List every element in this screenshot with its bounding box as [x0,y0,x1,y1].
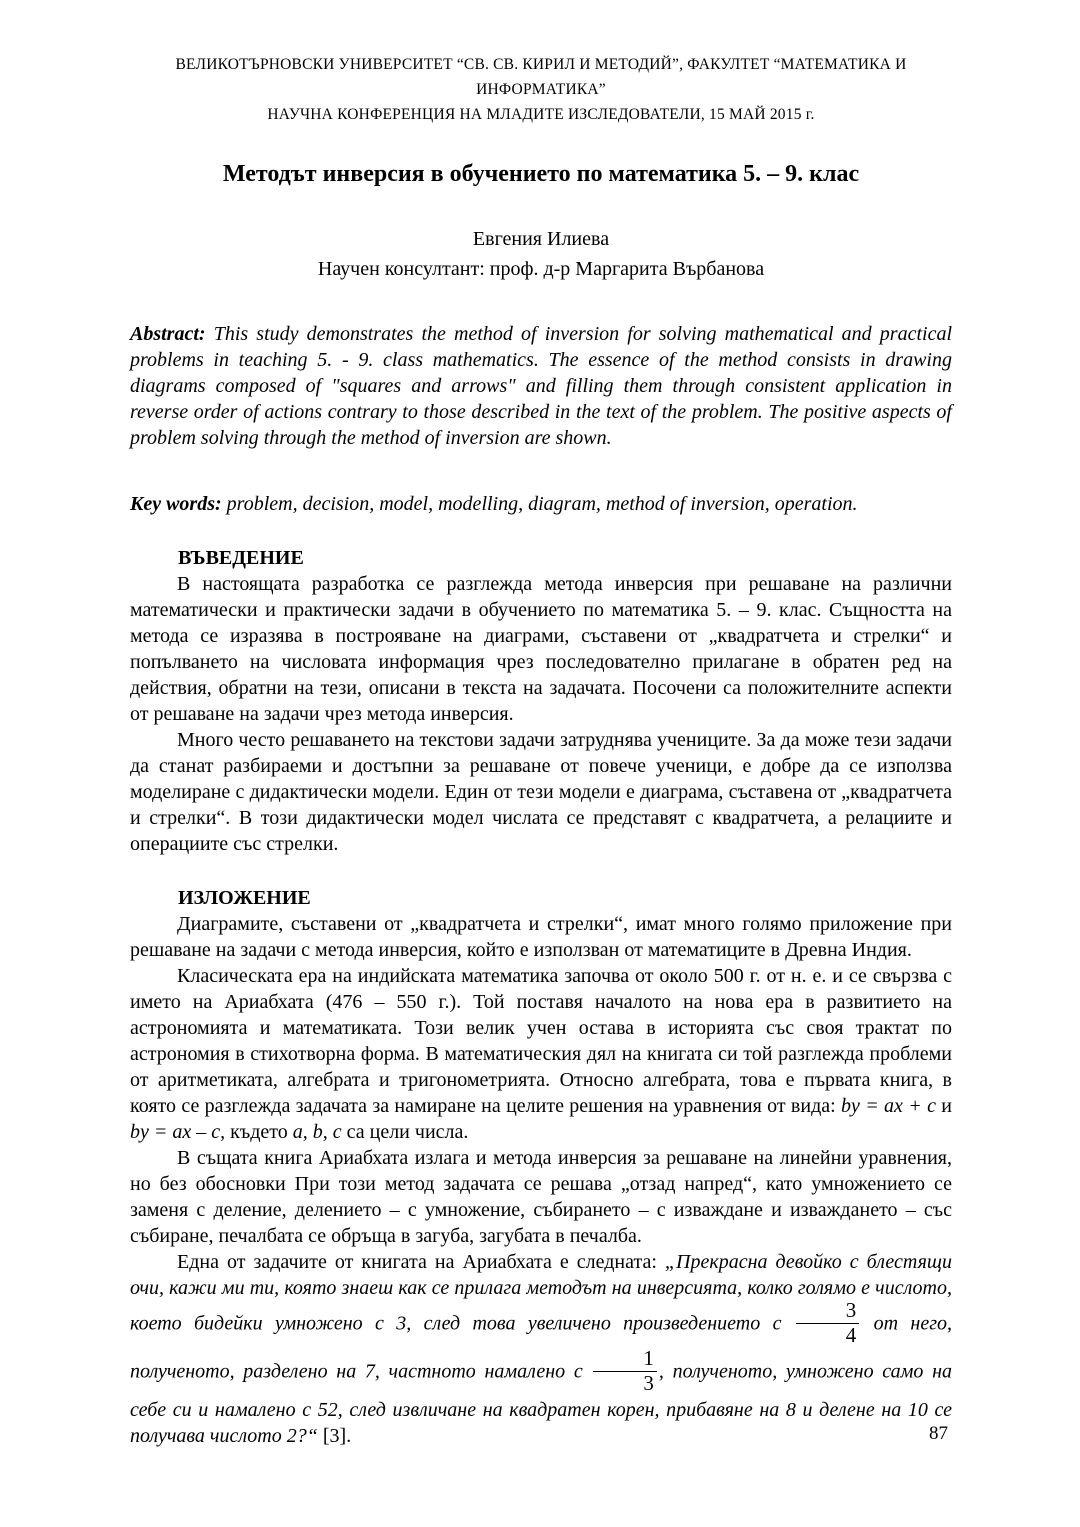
abstract-paragraph [130,321,952,451]
paragraph-diagrams: Диаграмите, съставени от „квадратчета и стрелки“, имат много голямо приложение при решаване на задачи с метода инверсия, който е използван от математиците в Древна Индия. [130,913,952,961]
consultant-line: Научен консултант: проф. д-р Маргарита Върбанова [317,258,765,280]
aryabhata-text-3: , където [220,1121,293,1143]
conference-header-line2: НАУЧНА КОНФЕРЕНЦИЯ НА МЛАДИТЕ ИЗСЛЕДОВАТЕЛИ, 15 МАЙ 2015 г. [267,106,815,123]
abstract-label: Abstract: [130,323,206,345]
fraction-numerator: 1 [593,1347,657,1372]
section-heading-exposition: ИЗЛОЖЕНИЕ [178,887,311,909]
author-name: Евгения Илиева [472,228,610,250]
abstract-text: This study demonstrates the method of inversion for solving mathematical and practical problems in teaching 5. - 9. class mathematics. The essence of the method consists in drawing diagrams composed of "squares and arrows" and filling them through consistent application in reverse order of actions contrary to those described in the text of the problem. The positive aspects of problem solving through the method of inversion are shown. [130,323,953,449]
keywords-paragraph [130,491,952,517]
equation-2: by = ax – c [130,1121,221,1143]
fraction-denominator: 3 [643,1370,654,1395]
task-quote-2: от него, полученото, разделено на 7, частното намалено с [130,1312,952,1383]
conference-header [130,52,952,127]
paragraph-aryabhata [130,963,952,1145]
keywords-text: problem, decision, model, modelling, diagram, method of inversion, operation. [226,493,858,515]
paragraph-intro-1: В настоящата разработка се разглежда метода инверсия при решаване на различни математически и практически задачи в обучението по математика 5. – 9. клас. Същността на метода се изразява в построяване на диаграми, съставени от „квадратчета и стрелки“ и попълването на числовата информация чрез последователно прилагане в обратен ред на действия, обратни на тези, описани в текста на задачата. Посочени са положителните аспекти от решаване на задачи чрез метода инверсия. [130,573,952,725]
fraction-one-third [593,1347,657,1395]
section-heading-introduction: ВЪВЕДЕНИЕ [178,547,304,569]
aryabhata-text-2: и [935,1095,953,1117]
paragraph-task-quote [130,1249,952,1449]
aryabhata-text-4: са цели числа. [341,1121,469,1143]
fraction-numerator: 3 [796,1299,860,1324]
task-quote-3: , полученото, умножено само на себе си и намалено с 52, след извличане на квадратен корен, прибавяне на 8 и делене на 10 се получава числото 2?“ [130,1360,952,1448]
paragraph-intro-2: Много често решаването на текстови задачи затруднява учениците. За да може тези задачи да станат разбираеми и достъпни за решаване от повече ученици, е добре да се използва моделиране с дидактически модели. Един от тези модели е диаграма, съставена от „квадратчета и стрелки“. В този дидактически модел числата се представят с квадратчета, а релациите и операциите със стрелки. [130,729,952,855]
conference-header-line1: ВЕЛИКОТЪРНОВСКИ УНИВЕРСИТЕТ “СВ. СВ. КИРИЛ И МЕТОДИЙ”, ФАКУЛТЕТ “МАТЕМАТИКА И ИНФОРМАТИКА” [175,56,907,98]
fraction-three-quarters [796,1299,860,1347]
equation-1: by = ax + c [841,1095,936,1117]
task-intro: Една от задачите от книгата на Ариабхата е следната: [177,1251,665,1273]
fraction-denominator: 4 [845,1322,857,1347]
task-citation: [3]. [322,1425,352,1448]
equation-variables: a, b, c [292,1121,342,1143]
paragraph-inversion-method: В същата книга Ариабхата излага и метода инверсия за решаване на линейни уравнения, но без обосновки При този метод задачата се решава „отзад напред“, като умножението се заменя с деление, делението – с умножение, събирането – с изваждане и изваждането – със събиране, печалбата се обръща в загуба, загубата в печалба. [130,1147,952,1247]
paper-title: Методът инверсия в обучението по математика 5. – 9. клас [222,161,860,187]
aryabhata-text-1: Класическата ера на индийската математика започва от около 500 г. от н. е. и се свързва с името на Ариабхата (476 – 550 г.). Той поставя началото на нова ера в развитието на астрономията и математиката. Този велик учен остава в историята със своя трактат по астрономия в стихотворна форма. В математическия дял на книгата си той разглежда проблеми от аритметиката, алгебрата и тригонометрията. Относно алгебрата, това е първата книга, в която се разглежда задачата за намиране на целите решения на уравнения от вида: [130,965,952,1117]
page-number: 87 [929,1423,948,1444]
task-quote-1: „Прекрасна девойко с блестящи очи, кажи ми ти, която знаеш как се прилага методът на инверсията, колко голямо е числото, което бидейки умножено с 3, след това увеличено произведението с [130,1251,952,1335]
keywords-label: Key words: [130,493,222,515]
